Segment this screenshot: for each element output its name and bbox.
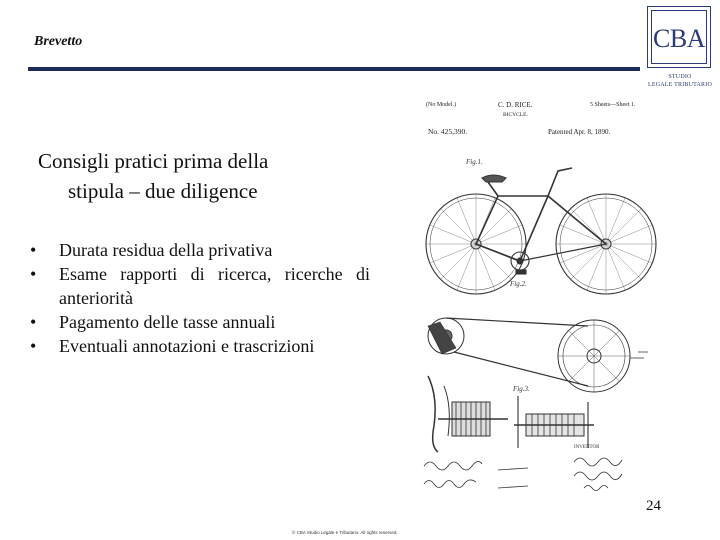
signatures [424, 458, 622, 491]
bullet-dot-icon: • [30, 312, 37, 332]
header-title: Brevetto [34, 34, 83, 49]
footer-copyright: © CBA Studio Legale e Tributario. All rights reserved. [292, 530, 398, 535]
bullet-text: Eventuali annotazioni e trascrizioni [59, 336, 315, 356]
patent-inventor-label: INVENTOR [574, 445, 600, 450]
header-divider [28, 67, 640, 71]
logo-subtitle-line2: LEGALE TRIBUTARIO [648, 82, 712, 88]
logo-subtitle-line1: STUDIO [668, 74, 692, 80]
patent-date: Patented Apr. 8, 1890. [548, 128, 611, 136]
patent-invention: BICYCLE. [503, 112, 528, 118]
patent-fig1-label: Fig.1. [466, 158, 483, 166]
patent-fig2-label: Fig.2. [510, 280, 527, 288]
patent-number: No. 425,390. [428, 127, 468, 136]
bullet-dot-icon: • [30, 336, 37, 356]
patent-model-note: (No Model.) [426, 102, 456, 108]
bullet-list [28, 238, 370, 358]
patent-sheets: 5 Sheets—Sheet 1. [590, 102, 636, 108]
bullet-item [28, 262, 370, 310]
bicycle-figure [426, 168, 656, 294]
gear-mechanism-figure [428, 318, 648, 392]
logo-text: CBA [653, 24, 705, 53]
patent-drawing [398, 96, 664, 498]
bullet-dot-icon: • [30, 240, 37, 260]
patent-fig3-label: Fig.3. [513, 385, 530, 393]
bullet-item [28, 334, 370, 358]
bullet-text: Durata residua della privativa [59, 240, 273, 260]
bullet-text: Pagamento delle tasse annuali [59, 312, 276, 332]
bullet-text: Esame rapporti di ricerca, ricerche di anteriorità [59, 264, 370, 308]
bullet-item [28, 310, 370, 334]
bullet-dot-icon: • [30, 264, 37, 284]
slide-title [38, 146, 378, 206]
patent-inventor: C. D. RICE. [498, 101, 533, 109]
hub-section-figure [428, 376, 594, 452]
logo-subtitle [647, 73, 713, 89]
page-number: 24 [646, 498, 661, 514]
cba-logo [647, 6, 713, 92]
slide-title-line2: stipula – due diligence [68, 179, 258, 203]
slide-title-line1: Consigli pratici prima della [38, 149, 269, 173]
bullet-item [28, 238, 370, 262]
